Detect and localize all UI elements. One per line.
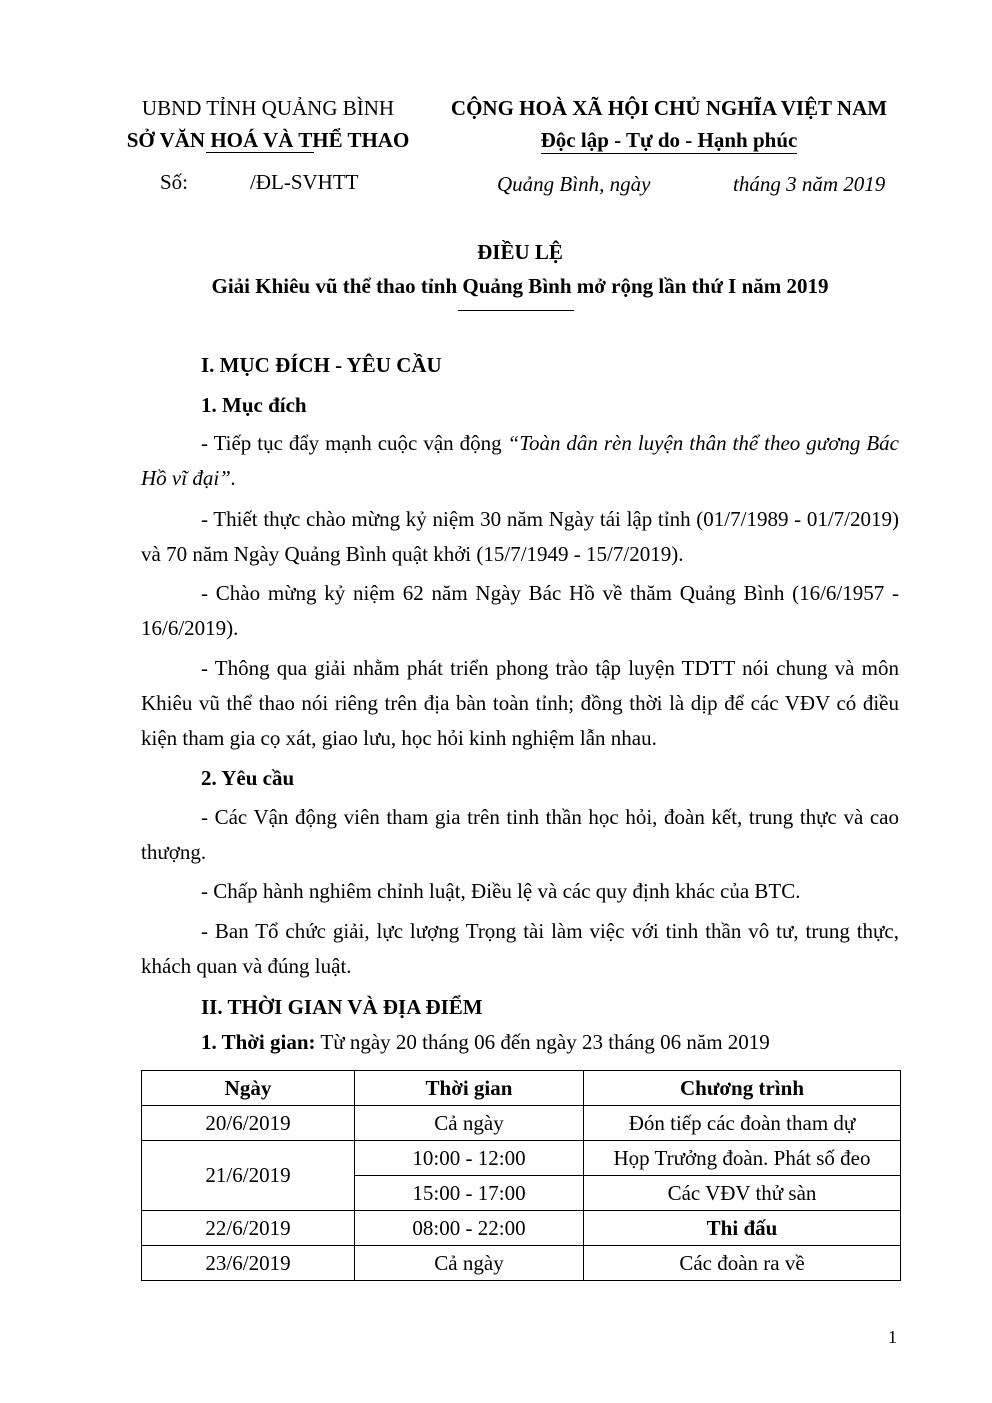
agency-underline bbox=[206, 152, 314, 153]
table-row bbox=[142, 1141, 901, 1176]
table-cell: Thi đấu bbox=[584, 1211, 901, 1246]
paragraph-1-quote: “Toàn dân rèn luyện thân thể theo gương Bác Hồ vĩ đại”. bbox=[141, 431, 899, 490]
paragraph-6: - Chấp hành nghiêm chỉnh luật, Điều lệ và các quy định khác của BTC. bbox=[201, 879, 801, 903]
table-cell: Các đoàn ra về bbox=[584, 1246, 901, 1281]
doc-number: /ĐL-SVHTT bbox=[250, 170, 359, 194]
place-date: Quảng Bình, ngày bbox=[497, 172, 651, 196]
national-title: CỘNG HOÀ XÃ HỘI CHỦ NGHĨA VIỆT NAM bbox=[450, 96, 888, 120]
table-cell: 08:00 - 22:00 bbox=[355, 1211, 584, 1246]
national-motto-block bbox=[430, 92, 908, 156]
table-row bbox=[142, 1106, 901, 1141]
agency-parent: UBND TỈNH QUẢNG BÌNH bbox=[141, 96, 395, 120]
table-cell: 10:00 - 12:00 bbox=[355, 1141, 584, 1176]
table-cell: Cả ngày bbox=[355, 1246, 584, 1281]
table-cell: Cả ngày bbox=[355, 1106, 584, 1141]
paragraph-5: - Các Vận động viên tham gia trên tinh thần học hỏi, đoàn kết, trung thực và cao thượng. bbox=[141, 805, 899, 864]
table-header-row bbox=[142, 1071, 901, 1106]
table-row bbox=[142, 1211, 901, 1246]
table-cell: Đón tiếp các đoàn tham dự bbox=[584, 1106, 901, 1141]
table-cell: Các VĐV thử sàn bbox=[584, 1176, 901, 1211]
section-1-sub-purpose: 1. Mục đích bbox=[201, 393, 307, 417]
agency-name: SỞ VĂN HOÁ VÀ THỂ THAO bbox=[126, 128, 410, 152]
agency-block bbox=[108, 92, 428, 156]
table-header-cell: Ngày bbox=[142, 1071, 355, 1106]
doc-number-label: Số: bbox=[160, 170, 189, 194]
time-text: Từ ngày 20 tháng 06 đến ngày 23 tháng 06 năm 2019 bbox=[315, 1030, 770, 1054]
paragraph-4: - Thông qua giải nhằm phát triển phong trào tập luyện TDTT nói chung và môn Khiêu vũ thể thao nói riêng trên địa bàn toàn tỉnh; đồng thời là dịp để các VĐV có điều kiện tham gia cọ xát, giao lưu, học hỏi kinh nghiệm lẫn nhau. bbox=[141, 656, 899, 750]
table-header-cell: Thời gian bbox=[355, 1071, 584, 1106]
table-cell: 22/6/2019 bbox=[142, 1211, 355, 1246]
table-header-cell: Chương trình bbox=[584, 1071, 901, 1106]
table-cell: Họp Trưởng đoàn. Phát số đeo bbox=[584, 1141, 901, 1176]
time-label: 1. Thời gian: bbox=[201, 1030, 316, 1054]
page-number: 1 bbox=[888, 1327, 897, 1347]
section-1-heading: I. MỤC ĐÍCH - YÊU CẦU bbox=[201, 353, 442, 377]
section-1-sub-requirements: 2. Yêu cầu bbox=[201, 766, 295, 790]
section-2-heading: II. THỜI GIAN VÀ ĐỊA ĐIỂM bbox=[201, 995, 483, 1019]
national-motto: Độc lập - Tự do - Hạnh phúc bbox=[540, 128, 798, 152]
place-date-month: tháng 3 năm 2019 bbox=[733, 172, 886, 196]
table-cell: 20/6/2019 bbox=[142, 1106, 355, 1141]
schedule-table bbox=[141, 1070, 901, 1281]
paragraph-3: - Chào mừng kỷ niệm 62 năm Ngày Bác Hồ về thăm Quảng Bình (16/6/1957 - 16/6/2019). bbox=[141, 581, 899, 640]
table-cell: 23/6/2019 bbox=[142, 1246, 355, 1281]
paragraph-1-text: - Tiếp tục đẩy mạnh cuộc vận động bbox=[201, 431, 508, 455]
doc-title: ĐIỀU LỆ bbox=[477, 240, 563, 264]
table-cell: 15:00 - 17:00 bbox=[355, 1176, 584, 1211]
table-cell: 21/6/2019 bbox=[142, 1141, 355, 1211]
paragraph-1 bbox=[141, 426, 899, 496]
paragraph-2: - Thiết thực chào mừng kỷ niệm 30 năm Ngày tái lập tỉnh (01/7/1989 - 01/7/2019) và 70 năm Ngày Quảng Bình quật khởi (15/7/1949 - 15/7/2019). bbox=[141, 507, 899, 566]
paragraph-7: - Ban Tổ chức giải, lực lượng Trọng tài làm việc với tinh thần vô tư, trung thực, khách quan và đúng luật. bbox=[141, 919, 899, 978]
time-line bbox=[201, 1030, 770, 1055]
title-underline bbox=[458, 310, 574, 311]
doc-subtitle: Giải Khiêu vũ thể thao tỉnh Quảng Bình mở rộng lần thứ I năm 2019 bbox=[211, 274, 829, 298]
table-row bbox=[142, 1246, 901, 1281]
